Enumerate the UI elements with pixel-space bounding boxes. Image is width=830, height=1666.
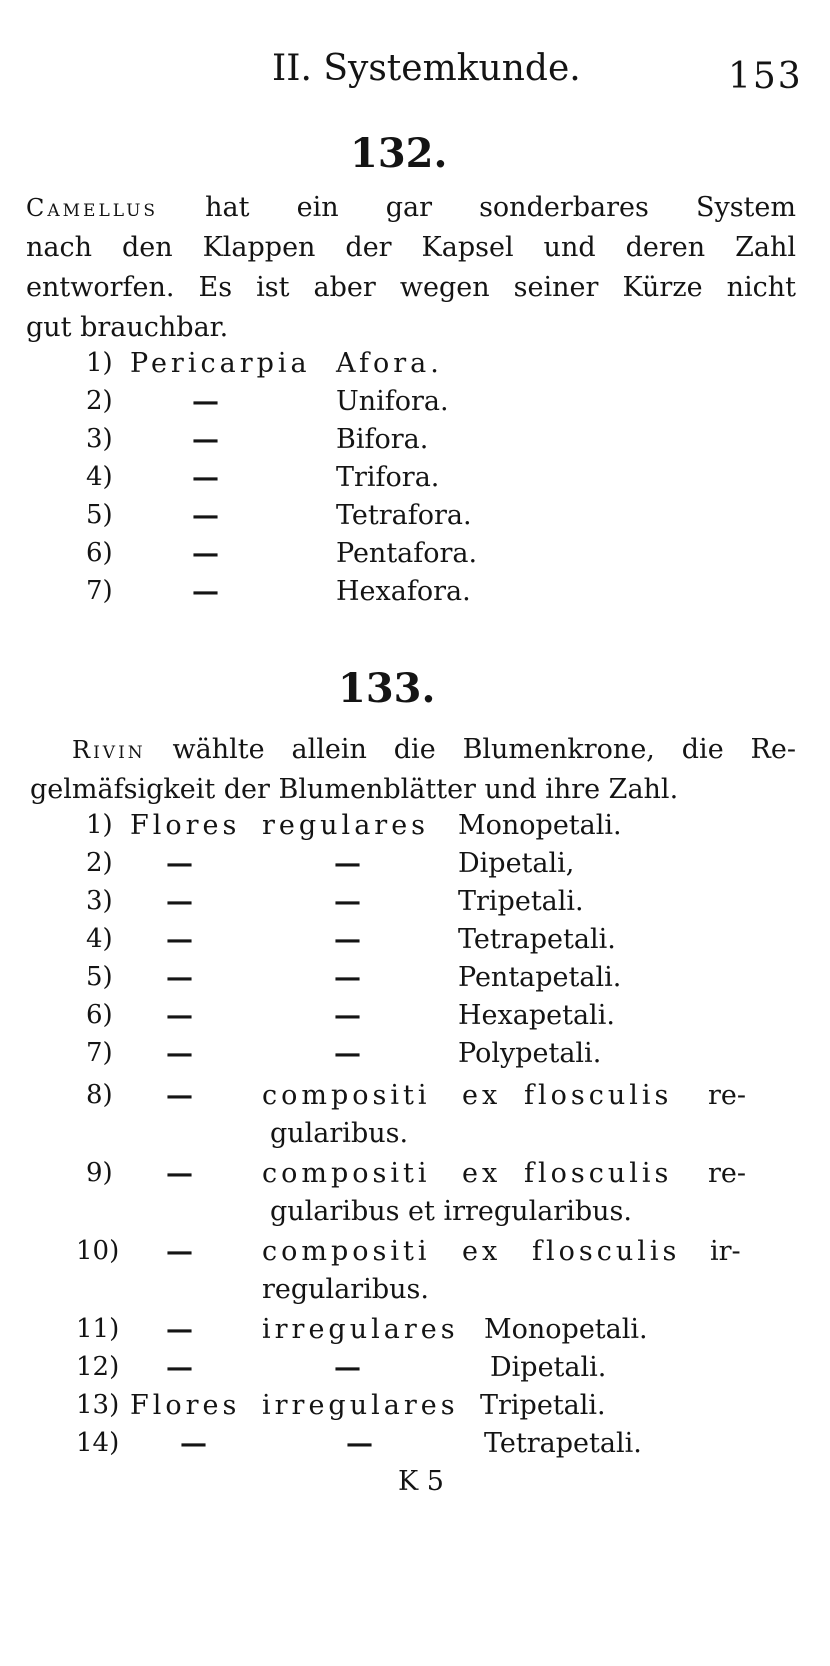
- list-item: 13) Flores irregulares Tripetali.: [76, 1390, 606, 1421]
- list-item: 10) — compositi ex flosculis ir-: [76, 1236, 741, 1267]
- author-name: Rivin: [72, 736, 146, 764]
- signature-mark: K 5: [398, 1466, 444, 1497]
- section-132-paragraph: [26, 188, 796, 348]
- list-item: 6) — Pentafora.: [86, 538, 478, 569]
- list-item: 1) Flores regulares Monopetali.: [86, 810, 622, 841]
- paragraph-line: entworfen. Es ist aber wegen seiner Kürze nicht: [26, 272, 796, 303]
- list-item: 11) — irregulares Monopetali.: [76, 1314, 648, 1345]
- section-133-paragraph: [72, 730, 796, 770]
- list-item: 7) — Hexafora.: [86, 576, 471, 607]
- list-item: 3) — — Tripetali.: [86, 886, 584, 917]
- page-number: 153: [728, 56, 803, 97]
- section-number-133: 133.: [338, 665, 436, 712]
- list-item-continuation: regularibus.: [262, 1274, 429, 1305]
- list-item: 9) — compositi ex flosculis re-: [86, 1158, 747, 1189]
- list-item: 2) — Unifora.: [86, 386, 449, 417]
- paragraph-line: Rivin wählte allein die Blumenkrone, die Re-: [72, 734, 796, 765]
- list-item: 12) — — Dipetali.: [76, 1352, 607, 1383]
- list-item: 14) — — Tetrapetali.: [76, 1428, 642, 1459]
- list-item: 7) — — Polypetali.: [86, 1038, 602, 1069]
- list-item: 1) Pericarpia Afora.: [86, 348, 443, 379]
- running-header-title: II. Systemkunde.: [272, 48, 581, 89]
- list-item: 8) — compositi ex flosculis re-: [86, 1080, 747, 1111]
- paragraph-line: gut brauchbar.: [26, 312, 229, 343]
- paragraph-line: Camellus hat ein gar sonderbares System: [26, 192, 796, 223]
- list-item: 3) — Bifora.: [86, 424, 429, 455]
- section-133-paragraph-cont: [30, 770, 796, 810]
- author-name: Camellus: [26, 194, 159, 222]
- list-item-continuation: gularibus.: [270, 1118, 409, 1149]
- paragraph-line: gelmäfsigkeit der Blumenblätter und ihre Zahl.: [30, 774, 679, 805]
- list-item: 5) — Tetrafora.: [86, 500, 472, 531]
- paragraph-line: nach den Klappen der Kapsel und deren Zahl: [26, 232, 796, 263]
- list-item: 6) — — Hexapetali.: [86, 1000, 615, 1031]
- list-item-continuation: gularibus et irregularibus.: [270, 1196, 632, 1227]
- list-item: 2) — — Dipetali,: [86, 848, 575, 879]
- list-item: 5) — — Pentapetali.: [86, 962, 622, 993]
- list-item: 4) — Trifora.: [86, 462, 440, 493]
- section-number-132: 132.: [350, 130, 448, 177]
- list-item: 4) — — Tetrapetali.: [86, 924, 616, 955]
